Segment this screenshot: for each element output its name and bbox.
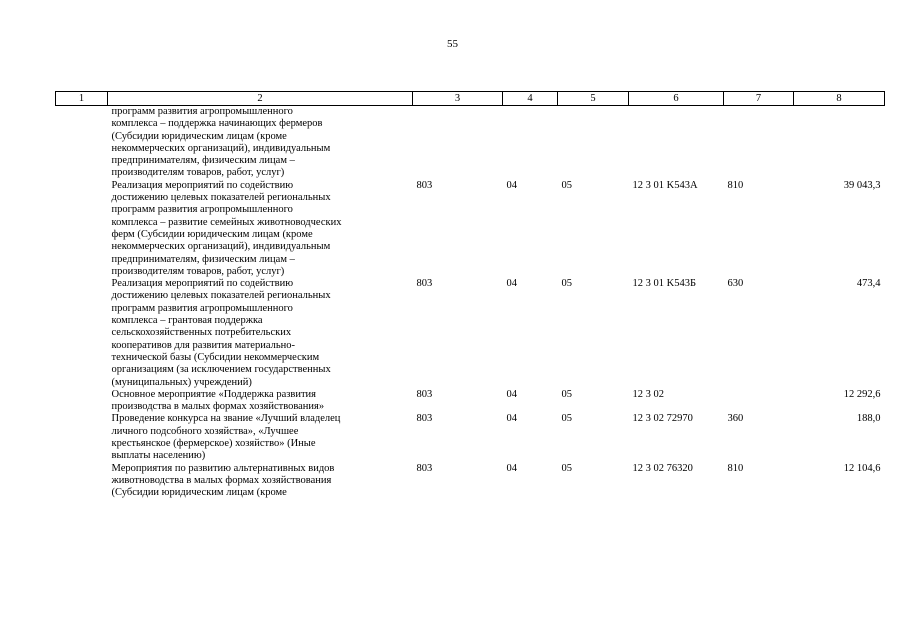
ministry-code: 803 bbox=[416, 388, 433, 400]
expense-type-code: 810 bbox=[727, 462, 744, 474]
column-header: 2 bbox=[108, 92, 413, 106]
amount: 39 043,3 bbox=[843, 179, 881, 191]
amount: 188,0 bbox=[856, 413, 881, 425]
table-row bbox=[56, 389, 885, 414]
column-header: 5 bbox=[558, 92, 629, 106]
column-number-header-row bbox=[56, 92, 885, 106]
ministry-code: 803 bbox=[416, 413, 433, 425]
row-number-cell bbox=[56, 106, 108, 180]
amount bbox=[794, 106, 885, 180]
table-row bbox=[56, 463, 885, 500]
item-name: Проведение конкурса на звание «Лучший владелец личного подсобного хозяйства», «Лучшее крестьянское (фермерское) хозяйство» (Иные выплаты населению) bbox=[111, 413, 341, 462]
column-header: 8 bbox=[794, 92, 885, 106]
subsection-code: 05 bbox=[561, 413, 572, 425]
section-code: 04 bbox=[506, 278, 517, 290]
target-article-code: 12 3 01 K543A bbox=[632, 179, 698, 191]
item-name: Реализация мероприятий по содействию достижению целевых показателей региональных программ развития агропромышленного комплекса – развитие семейных животноводческих ферм (Субсидии юридическим лицам (кроме некоммерческих организаций), индивидуальным предпринимателям, физическим лицам – производителям товаров, работ, услуг) bbox=[111, 179, 342, 277]
ministry-code: 803 bbox=[416, 179, 433, 191]
subsection-code bbox=[558, 106, 629, 180]
subsection-code: 05 bbox=[561, 388, 572, 400]
column-header: 7 bbox=[724, 92, 794, 106]
item-name: программ развития агропромышленного комплекса – поддержка начинающих фермеров (Субсидии юридическим лицам (кроме некоммерческих организаций), индивидуальным предпринимателям, физическим лицам – производителям товаров, работ, услуг) bbox=[111, 106, 331, 179]
section-code: 04 bbox=[506, 462, 517, 474]
column-header: 6 bbox=[629, 92, 724, 106]
budget-table bbox=[55, 91, 885, 500]
target-article-code: 12 3 02 76320 bbox=[632, 462, 693, 474]
expense-type-code: 630 bbox=[727, 278, 744, 290]
table-row bbox=[56, 413, 885, 462]
row-number-cell bbox=[56, 180, 108, 278]
section-code bbox=[503, 106, 558, 180]
expense-type-code: 810 bbox=[727, 179, 744, 191]
item-name: Реализация мероприятий по содействию достижению целевых показателей региональных программ развития агропромышленного комплекса – грантовая поддержка сельскохозяйственных потребительских кооперативов для развития материально- технической базы (Субсидии некоммерческим организациям (за исключением государственных (муниципальных) учреждений) bbox=[111, 278, 331, 388]
expense-type-code bbox=[724, 106, 794, 180]
table-row bbox=[56, 278, 885, 389]
row-number-cell bbox=[56, 278, 108, 389]
row-number-cell bbox=[56, 389, 108, 414]
target-article-code: 12 3 02 bbox=[632, 388, 664, 400]
ministry-code: 803 bbox=[416, 278, 433, 290]
amount: 12 292,6 bbox=[843, 388, 881, 400]
target-article-code bbox=[629, 106, 724, 180]
page-number: 55 bbox=[447, 38, 458, 50]
target-article-code: 12 3 02 72970 bbox=[632, 413, 693, 425]
row-number-cell bbox=[56, 463, 108, 500]
row-number-cell bbox=[56, 413, 108, 462]
section-code: 04 bbox=[506, 413, 517, 425]
subsection-code: 05 bbox=[561, 179, 572, 191]
item-name: Основное мероприятие «Поддержка развития производства в малых формах хозяйствования» bbox=[111, 388, 325, 413]
column-header: 1 bbox=[56, 92, 108, 106]
column-header: 4 bbox=[503, 92, 558, 106]
section-code: 04 bbox=[506, 179, 517, 191]
target-article-code: 12 3 01 K543Б bbox=[632, 278, 696, 290]
column-header: 3 bbox=[413, 92, 503, 106]
expense-type-code: 360 bbox=[727, 413, 744, 425]
amount: 12 104,6 bbox=[843, 462, 881, 474]
subsection-code: 05 bbox=[561, 278, 572, 290]
amount: 473,4 bbox=[856, 278, 881, 290]
ministry-code: 803 bbox=[416, 462, 433, 474]
item-name: Мероприятия по развитию альтернативных видов животноводства в малых формах хозяйствования (Субсидии юридическим лицам (кроме bbox=[111, 462, 335, 499]
ministry-code bbox=[413, 106, 503, 180]
section-code: 04 bbox=[506, 388, 517, 400]
expense-type-code bbox=[724, 389, 794, 414]
table-row bbox=[56, 180, 885, 278]
subsection-code: 05 bbox=[561, 462, 572, 474]
table-row bbox=[56, 106, 885, 180]
